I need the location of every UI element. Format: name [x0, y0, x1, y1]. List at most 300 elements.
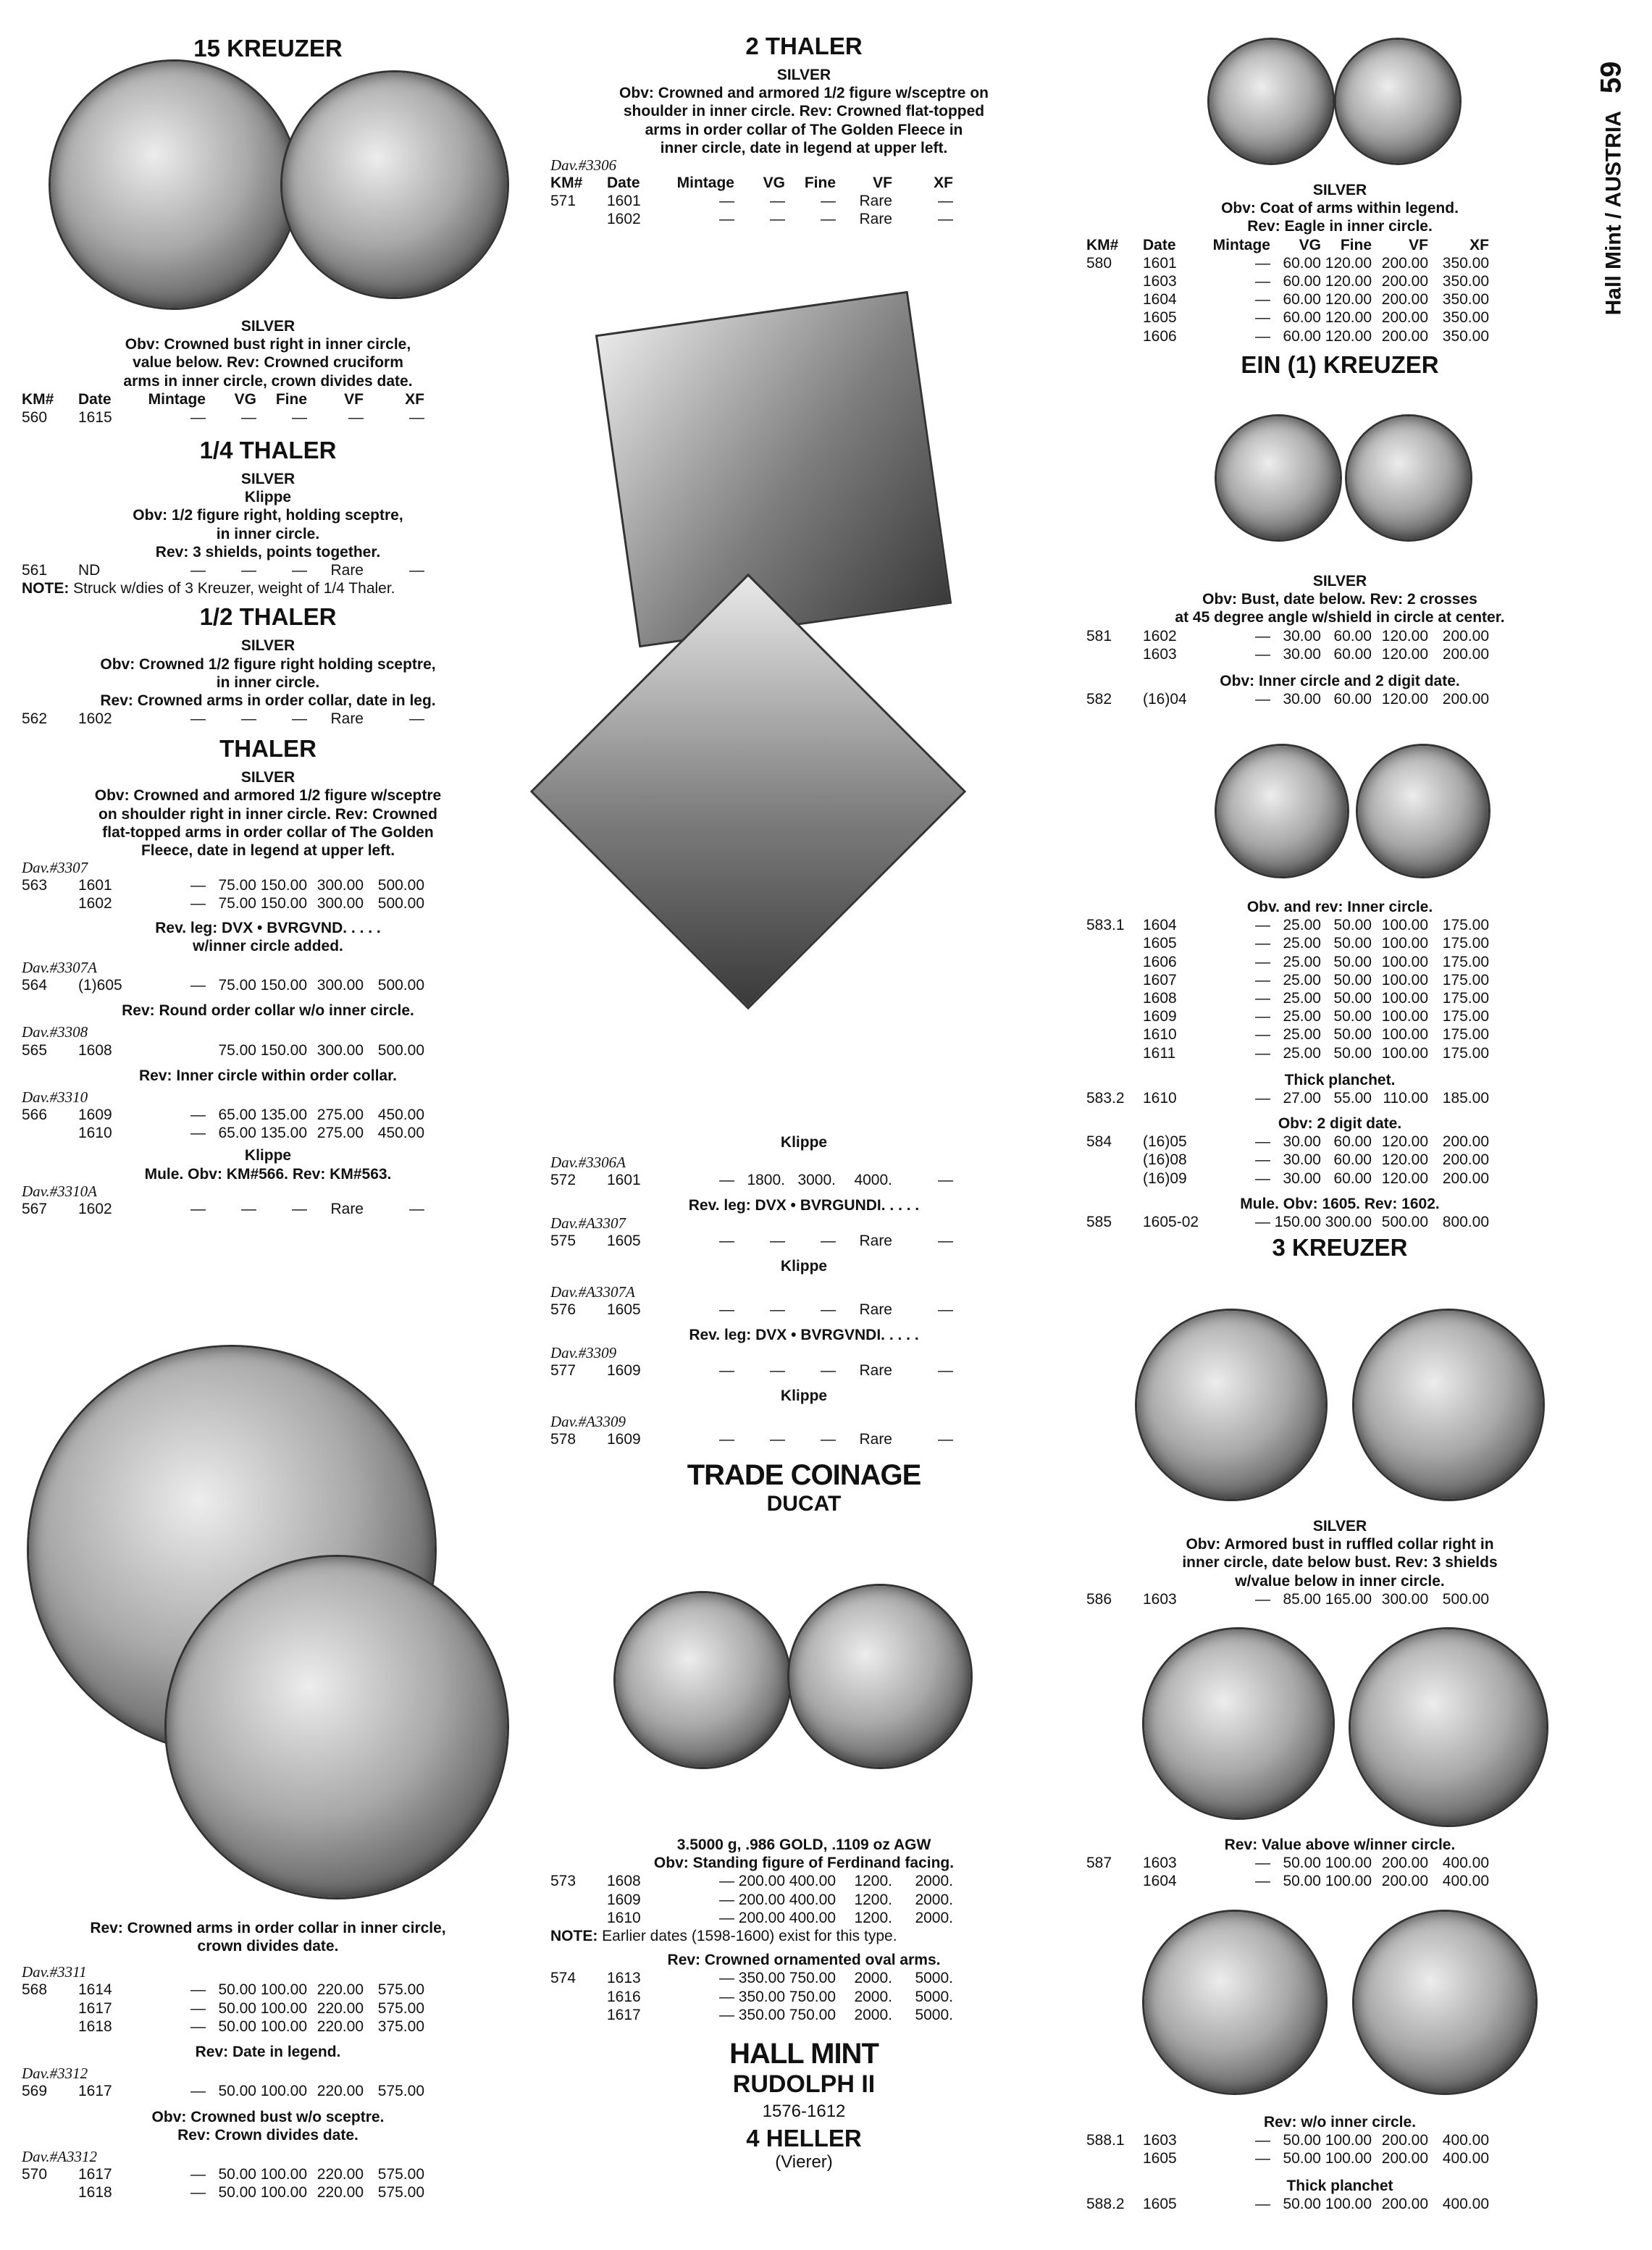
cell: 500.00	[377, 1041, 424, 1059]
description-line: Obv: Crowned and armored 1/2 figure w/sceptre on	[619, 85, 989, 102]
cell: —	[241, 408, 256, 426]
cell: 575	[550, 1232, 576, 1249]
cell: 5000.	[915, 2006, 953, 2023]
cell: 60.00	[1283, 254, 1321, 272]
cell: —	[719, 1873, 734, 1890]
table-row	[22, 1999, 514, 2018]
table-row	[550, 1232, 1057, 1250]
cell: —	[1255, 627, 1270, 645]
variety-line: Rev: Round order collar w/o inner circle.	[122, 1002, 414, 1020]
cell	[1086, 290, 1143, 308]
cell: 100.00	[1381, 953, 1428, 970]
cell: 150.00	[260, 1041, 307, 1059]
header-mintage: Mintage	[148, 390, 206, 408]
table-row	[1086, 1151, 1593, 1169]
description-line: Obv: Coat of arms within legend.	[1221, 200, 1459, 217]
cell: 50.00	[1283, 1873, 1321, 1890]
cell: —	[1255, 309, 1270, 327]
cell: 1618	[78, 2018, 112, 2035]
cell: (16)09	[1143, 1170, 1187, 1187]
cell: —	[821, 1232, 836, 1249]
cell: 175.00	[1442, 935, 1489, 952]
cell: 60.00	[1283, 291, 1321, 308]
cell: 5000.	[915, 1988, 953, 2005]
cell: 200.00	[1442, 691, 1489, 708]
variety-line: Mule. Obv: 1605. Rev: 1602.	[1240, 1195, 1440, 1212]
cell: 2000.	[915, 1909, 953, 1926]
cell: —	[190, 1125, 206, 1142]
note-text	[550, 1927, 1057, 1945]
cell: 400.00	[789, 1891, 836, 1908]
klippe-label: Klippe	[780, 1134, 828, 1151]
note-body: Struck w/dies of 3 Kreuzer, weight of 1/4 Thaler.	[69, 580, 395, 597]
table-header	[550, 174, 1057, 192]
coin-photo-2-thaler-klippe-obverse	[595, 291, 952, 647]
cell: 100.00	[1381, 989, 1428, 1007]
table-row	[1086, 989, 1593, 1007]
cell: 1603	[1143, 2132, 1177, 2149]
cell: 175.00	[1442, 989, 1489, 1007]
table-row	[22, 710, 514, 728]
description-line: Fleece, date in legend at upper left.	[141, 841, 395, 859]
variety-line: Obv: Crowned bust w/o sceptre.	[151, 2108, 385, 2125]
cell: 3000.	[797, 1172, 836, 1189]
cell: 1603	[1143, 1590, 1177, 1608]
cell	[1086, 953, 1143, 971]
header-km: KM#	[1086, 236, 1119, 253]
cell: 400.00	[1442, 1855, 1489, 1872]
cell: 60.00	[1333, 645, 1372, 663]
header-date: Date	[1143, 236, 1176, 253]
section-15-kreuzer-text	[22, 317, 514, 1218]
dav-reference: Dav.#A3307	[550, 1214, 626, 1232]
table-row	[550, 192, 1057, 210]
cell: 100.00	[260, 1999, 307, 2017]
header-km: KM#	[550, 174, 583, 191]
cell: —	[190, 1107, 206, 1123]
cell: —	[719, 1232, 734, 1249]
table-row	[22, 408, 514, 427]
spec-line: Obv: Standing figure of Ferdinand facing.	[653, 1855, 955, 1872]
cell: 350.00	[1442, 254, 1489, 272]
cell: 1605	[607, 1301, 641, 1319]
cell: 1606	[1143, 327, 1177, 345]
cell: —	[190, 877, 206, 894]
cell: 50.00	[1333, 971, 1372, 988]
cell: 563	[22, 877, 48, 894]
variety-line: Obv. and rev: Inner circle.	[1246, 899, 1433, 915]
cell: 1602	[78, 1200, 112, 1217]
cell: Rare	[859, 1232, 892, 1249]
description-line: Rev: 3 shields, points together.	[155, 543, 381, 561]
cell: 1606	[1143, 953, 1177, 970]
cell: 185.00	[1442, 1089, 1489, 1107]
cell: 1800.	[747, 1172, 785, 1189]
cell: 500.00	[1381, 1214, 1428, 1230]
cell: —	[1255, 272, 1270, 290]
cell: 1604	[1143, 1873, 1177, 1890]
klippe-label: Klippe	[780, 1387, 828, 1404]
cell: 120.00	[1325, 272, 1372, 290]
table-row	[1086, 1133, 1593, 1151]
cell: 1602	[78, 710, 112, 728]
section-15-kreuzer	[22, 35, 514, 62]
cell: 200.00	[1381, 309, 1428, 327]
cell: 100.00	[1325, 1873, 1372, 1890]
table-row	[1086, 1590, 1593, 1608]
coin-photo-thaler-reverse	[167, 1557, 507, 1897]
klippe-label: Klippe	[780, 1257, 828, 1275]
cell: 200.00	[1381, 2150, 1428, 2167]
dav-reference: Dav.#3312	[22, 2065, 88, 2083]
header-vf: VF	[1409, 236, 1428, 253]
table-row	[1086, 690, 1593, 708]
cell: —	[770, 1301, 785, 1319]
cell: —	[292, 710, 307, 728]
cell: —	[190, 2184, 206, 2201]
cell: 200.00	[1442, 627, 1489, 645]
cell: 500.00	[1442, 1590, 1489, 1608]
cell: 1605	[1143, 935, 1177, 952]
table-row	[550, 210, 1057, 228]
cell: 571	[550, 193, 576, 210]
coin-photo-580-obverse	[1209, 40, 1333, 163]
cell: 1610	[1143, 1026, 1177, 1044]
coin-photo-ein-kreuzer-reverse	[1347, 416, 1470, 540]
cell: —	[409, 1200, 424, 1217]
title-4-heller: 4 HELLER	[746, 2124, 862, 2152]
cell: 750.00	[789, 1988, 836, 2005]
cell: 165.00	[1325, 1590, 1372, 1608]
metal-label: SILVER	[240, 637, 295, 655]
dav-reference: Dav.#3307A	[22, 958, 98, 976]
metal-label: SILVER	[776, 66, 831, 83]
variety-line: Rev: Crowned arms in order collar in inner circle,	[90, 1920, 446, 1936]
description-line: Obv: Crowned and armored 1/2 figure w/sceptre	[94, 787, 442, 805]
cell: —	[821, 193, 836, 210]
header-vg: VG	[234, 390, 256, 408]
cell	[148, 1041, 206, 1059]
cell: 1609	[607, 1431, 641, 1448]
coin-photo-588-reverse	[1354, 1912, 1535, 2093]
cell: 1603	[1143, 1855, 1177, 1872]
cell: 100.00	[1381, 1044, 1428, 1062]
page-number: 59	[1595, 61, 1627, 94]
coin-photo-583-obverse	[1217, 746, 1347, 876]
header-xf: XF	[405, 390, 424, 408]
variety-line: Rev: Inner circle within order collar.	[139, 1067, 397, 1084]
cell: 1607	[1143, 971, 1177, 988]
cell: 100.00	[1381, 917, 1428, 934]
cell: 750.00	[789, 2006, 836, 2023]
page-side-title	[1586, 22, 1637, 355]
section-583-585	[1086, 898, 1593, 1262]
header-fine: Fine	[804, 174, 836, 191]
cell: —	[821, 211, 836, 228]
cell: 120.00	[1381, 1133, 1428, 1151]
cell: 2000.	[854, 1988, 892, 2005]
cell: 150.00	[260, 895, 307, 912]
cell: —	[1255, 1044, 1270, 1062]
cell: 25.00	[1283, 1008, 1321, 1025]
cell: —	[938, 1361, 953, 1379]
cell: 1604	[1143, 917, 1177, 934]
cell: —	[719, 1361, 734, 1379]
table-row	[1086, 1170, 1593, 1188]
country-label: Hall Mint / AUSTRIA	[1601, 111, 1626, 316]
cell: —	[190, 1981, 206, 1999]
section-580	[1086, 181, 1593, 379]
cell: 572	[550, 1172, 576, 1189]
table-row	[22, 2018, 514, 2036]
cell: 1608	[78, 1041, 112, 1059]
coin-photo-586-reverse	[1354, 1311, 1543, 1499]
cell: 1609	[1143, 1008, 1177, 1025]
cell: —	[190, 977, 206, 994]
table-row	[1086, 1044, 1593, 1062]
table-row	[22, 1124, 514, 1142]
cell: Rare	[859, 1361, 892, 1379]
cell: 50.00	[218, 2083, 256, 2100]
cell: 100.00	[260, 1981, 307, 1999]
cell: 565	[22, 1041, 48, 1059]
title-2-thaler: 2 THALER	[745, 33, 863, 59]
klippe-label: Klippe	[244, 489, 292, 506]
cell: 200.00	[1381, 291, 1428, 308]
cell: 50.00	[1333, 1008, 1372, 1025]
metal-label: SILVER	[1312, 182, 1367, 198]
cell: 50.00	[1283, 2150, 1321, 2167]
title-quarter-thaler: 1/4 THALER	[199, 437, 337, 464]
cell: 50.00	[218, 1981, 256, 1999]
cell: 500.00	[377, 877, 424, 894]
cell: —	[1255, 1133, 1270, 1151]
cell	[22, 2018, 78, 2036]
cell	[550, 1988, 607, 2006]
cell: 25.00	[1283, 989, 1321, 1007]
cell	[1086, 272, 1143, 290]
description-line: arms in order collar of The Golden Fleece in	[645, 121, 963, 138]
cell: 50.00	[1333, 935, 1372, 952]
cell: 100.00	[1325, 1855, 1372, 1872]
cell: 200.00	[738, 1909, 785, 1926]
note-text	[22, 579, 514, 597]
variety-line: Rev. leg: DVX • BVRGVND. . . . .	[155, 919, 381, 936]
cell: —	[1255, 1590, 1270, 1608]
cell: 75.00	[218, 1041, 256, 1059]
cell: —	[719, 1970, 734, 1987]
cell: 561	[22, 562, 48, 579]
cell: 75.00	[218, 895, 256, 912]
variety-line: Obv: 2 digit date.	[1278, 1115, 1402, 1133]
cell: 100.00	[260, 2184, 307, 2201]
cell: 175.00	[1442, 953, 1489, 970]
cell: 25.00	[1283, 953, 1321, 970]
cell: 25.00	[1283, 971, 1321, 988]
cell: 583.2	[1086, 1089, 1125, 1107]
table-row	[1086, 2131, 1593, 2149]
header-fine: Fine	[275, 390, 307, 408]
cell: 200.00	[1381, 327, 1428, 345]
variety-line: Rev: w/o inner circle.	[1263, 2114, 1417, 2131]
cell: —	[770, 193, 785, 210]
cell: (1)605	[78, 977, 122, 994]
cell: 1605	[1143, 2150, 1177, 2167]
cell: 100.00	[1381, 1008, 1428, 1025]
description-line: inner circle, date in legend at upper left.	[660, 139, 948, 156]
cell: 450.00	[377, 1107, 424, 1123]
cell: —	[938, 1232, 953, 1249]
description-line: shoulder in inner circle. Rev: Crowned flat-topped	[623, 103, 985, 120]
title-ein-kreuzer: EIN (1) KREUZER	[1241, 350, 1439, 378]
variety-line: Rev. leg: DVX • BVRGVNDI. . . . .	[689, 1327, 919, 1344]
variety-line: w/inner circle added.	[193, 937, 343, 954]
cell: —	[821, 1431, 836, 1448]
cell: 220.00	[316, 2083, 364, 2100]
cell: 50.00	[1333, 1044, 1372, 1062]
cell: 50.00	[1333, 953, 1372, 970]
table-row	[1086, 971, 1593, 989]
cell: 120.00	[1325, 254, 1372, 272]
dav-reference: Dav.#3307	[22, 859, 88, 877]
cell: 27.00	[1283, 1089, 1321, 1107]
cell: 576	[550, 1301, 576, 1319]
cell: —	[821, 1361, 836, 1379]
cell: —	[409, 710, 424, 728]
table-row	[1086, 1007, 1593, 1025]
cell: —	[190, 1999, 206, 2017]
cell: —	[719, 2006, 734, 2023]
cell: —	[938, 1431, 953, 1448]
cell: —	[190, 408, 206, 426]
cell: 560	[22, 408, 48, 426]
cell: 500.00	[377, 977, 424, 994]
cell: —	[719, 193, 734, 210]
header-km: KM#	[22, 390, 54, 408]
cell: 30.00	[1283, 1133, 1321, 1151]
cell	[1086, 1025, 1143, 1044]
cell: 100.00	[260, 2083, 307, 2100]
cell	[1086, 1044, 1143, 1062]
cell: —	[241, 1200, 256, 1217]
cell: 65.00	[218, 1107, 256, 1123]
cell: —	[292, 408, 307, 426]
cell: 350.00	[1442, 309, 1489, 327]
description-line: Obv: 1/2 figure right, holding sceptre,	[133, 507, 403, 524]
cell: 580	[1086, 254, 1112, 272]
dav-reference: Dav.#3310	[22, 1088, 88, 1106]
header-xf: XF	[1469, 236, 1489, 253]
cell: 568	[22, 1981, 48, 1999]
cell: 30.00	[1283, 1151, 1321, 1169]
cell	[1086, 2149, 1143, 2167]
cell: 110.00	[1383, 1089, 1428, 1107]
variety-line: Mule. Obv: KM#566. Rev: KM#563.	[144, 1165, 392, 1183]
cell: —	[1255, 1855, 1270, 1872]
cell: 582	[1086, 691, 1112, 708]
cell: 585	[1086, 1214, 1112, 1230]
table-row	[22, 1106, 514, 1124]
cell: —	[938, 1172, 953, 1189]
cell: —	[409, 562, 424, 579]
cell: —	[821, 1301, 836, 1319]
cell: 220.00	[316, 1999, 364, 2017]
cell: 1602	[1143, 627, 1177, 645]
cell: —	[1255, 1026, 1270, 1044]
cell: 120.00	[1325, 327, 1372, 345]
cell: —	[1255, 691, 1270, 708]
cell: 60.00	[1333, 1151, 1372, 1169]
section-2-thaler	[550, 33, 1057, 229]
header-fine: Fine	[1340, 236, 1372, 253]
table-row	[550, 1988, 1057, 2006]
cell: 200.00	[1381, 1855, 1428, 1872]
cell: 50.00	[1283, 2132, 1321, 2149]
section-2-thaler-klippe	[550, 1133, 1057, 1517]
cell: 1614	[78, 1981, 112, 1999]
cell: 120.00	[1381, 645, 1428, 663]
table-row	[22, 561, 514, 579]
cell: 588.1	[1086, 2132, 1125, 2149]
cell	[1086, 971, 1143, 989]
description-line: in inner circle.	[216, 673, 320, 691]
cell: 30.00	[1283, 627, 1321, 645]
cell: Rare	[859, 1431, 892, 1448]
cell: 120.00	[1381, 1151, 1428, 1169]
cell: —	[719, 1431, 734, 1448]
cell: —	[292, 562, 307, 579]
description-line: in inner circle.	[216, 525, 320, 542]
cell: —	[1255, 291, 1270, 308]
coin-photo-15-kreuzer-reverse	[282, 72, 507, 297]
cell: 1601	[607, 1172, 641, 1189]
cell: 60.00	[1333, 627, 1372, 645]
cell: 100.00	[1325, 2195, 1372, 2212]
table-row	[550, 1171, 1057, 1189]
cell: (16)04	[1143, 691, 1187, 708]
cell: 1200.	[854, 1909, 892, 1926]
description-line: Obv: Crowned bust right in inner circle,	[125, 336, 411, 353]
cell	[1086, 308, 1143, 327]
cell: 1617	[78, 2083, 112, 2100]
cell: 175.00	[1442, 971, 1489, 988]
table-header	[22, 390, 514, 408]
cell: 450.00	[377, 1125, 424, 1142]
table-row	[22, 1981, 514, 1999]
cell: —	[719, 211, 734, 228]
cell: 1608	[1143, 989, 1177, 1007]
table-row	[550, 2006, 1057, 2024]
variety-line: Rev. leg: DVX • BVRGUNDI. . . . .	[688, 1197, 920, 1214]
cell: 583.1	[1086, 917, 1125, 934]
cell: —	[190, 2165, 206, 2183]
cell	[1086, 327, 1143, 345]
cell: 100.00	[260, 2018, 307, 2035]
section-ducat-text	[550, 1836, 1057, 2172]
coin-photo-588-obverse	[1144, 1912, 1325, 2093]
cell: 300.00	[316, 895, 364, 912]
cell: —	[938, 1301, 953, 1319]
cell: 200.00	[738, 1891, 785, 1908]
cell: —	[1255, 1170, 1270, 1187]
cell: 4000.	[854, 1172, 892, 1189]
cell: 120.00	[1381, 691, 1428, 708]
cell: 1604	[1143, 291, 1177, 308]
spec-line: 3.5000 g, .986 GOLD, .1109 oz AGW	[676, 1836, 931, 1853]
cell: 400.00	[1442, 1873, 1489, 1890]
cell: —	[1255, 1873, 1270, 1890]
cell: 25.00	[1283, 935, 1321, 952]
